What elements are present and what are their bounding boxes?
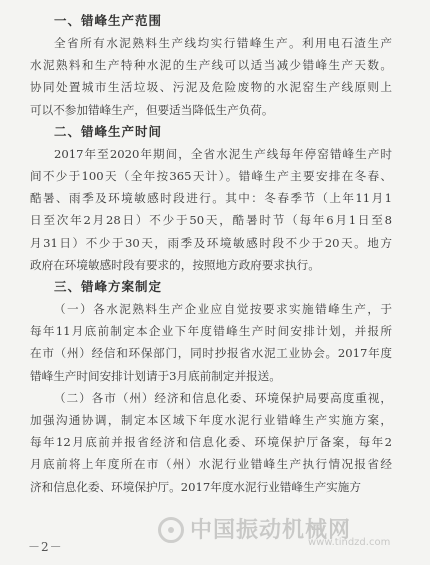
text-line: 日至次年2月28日）不少于50天，酷暑时节（每年6月1日至8 <box>30 213 392 228</box>
text-line: 全省所有水泥熟料生产线均实行错峰生产。利用电石渣生产 <box>54 36 392 50</box>
watermark-url: www.tindzd.com <box>308 537 391 548</box>
text-line: 酷暑、雨季及环境敏感时段进行。其中：冬春季节（上年11月1 <box>30 191 392 206</box>
text-line: 间不少于100天（全年按365天计）。错峰生产主要安排在冬春、 <box>30 169 392 184</box>
document-body <box>30 10 392 498</box>
watermark-logo-icon <box>158 517 184 543</box>
text-line: 每年12月底前并报省经济和信息化委、环境保护厅备案，每年2 <box>30 435 392 450</box>
paragraph <box>30 32 392 121</box>
text-line: 政府在环境敏感时段有要求的，按照地方政府要求执行。 <box>30 257 320 272</box>
text-line: 2017年至2020年期间，全省水泥生产线每年停窑错峰生产时 <box>54 146 392 161</box>
text-line: 可以不参加错峰生产，但要适当降低生产负荷。 <box>30 102 274 117</box>
paragraph <box>30 387 392 498</box>
section-heading: 一、错峰生产范围 <box>54 13 163 28</box>
paragraph <box>30 298 392 387</box>
text-line: （一）各水泥熟料生产企业应自觉按要求实施错峰生产，于 <box>54 302 392 317</box>
text-line: 在市（州）经信和环保部门，同时抄报省水泥工业协会。2017年度 <box>30 346 392 361</box>
text-line: 协同处置城市生活垃圾、污泥及危险废物的水泥窑生产线原则上 <box>30 80 392 95</box>
watermark-text: 中国振动机械网 <box>190 518 352 543</box>
page-number: －2－ <box>28 540 63 554</box>
section-heading: 二、错峰生产时间 <box>54 123 163 139</box>
text-line: （二）各市（州）经济和信息化委、环境保护局要高度重视， <box>54 390 392 405</box>
watermark <box>158 511 418 551</box>
text-line: 错峰生产时间安排计划请于3月底前制定并报送。 <box>30 368 281 383</box>
text-line: 月底前将上年度所在市（州）水泥行业错峰生产执行情况报省经 <box>30 457 392 472</box>
section-heading: 三、错峰方案制定 <box>54 279 163 295</box>
text-line: 水泥熟料和生产特种水泥的生产线可以适当减少错峰生产天数。 <box>30 58 392 73</box>
paragraph <box>30 143 392 276</box>
text-line: 每年11月底前制定本企业下年度错峰生产时间安排计划，并报所 <box>30 324 392 339</box>
text-line: 加强沟通协调，制定本区域下年度水泥行业错峰生产实施方案， <box>30 413 392 428</box>
text-line: 济和信息化委、环境保护厅。2017年度水泥行业错峰生产实施方 <box>30 479 361 494</box>
text-line: 月31日）不少于30天，雨季及环境敏感时段不少于20天。地方 <box>30 235 392 250</box>
